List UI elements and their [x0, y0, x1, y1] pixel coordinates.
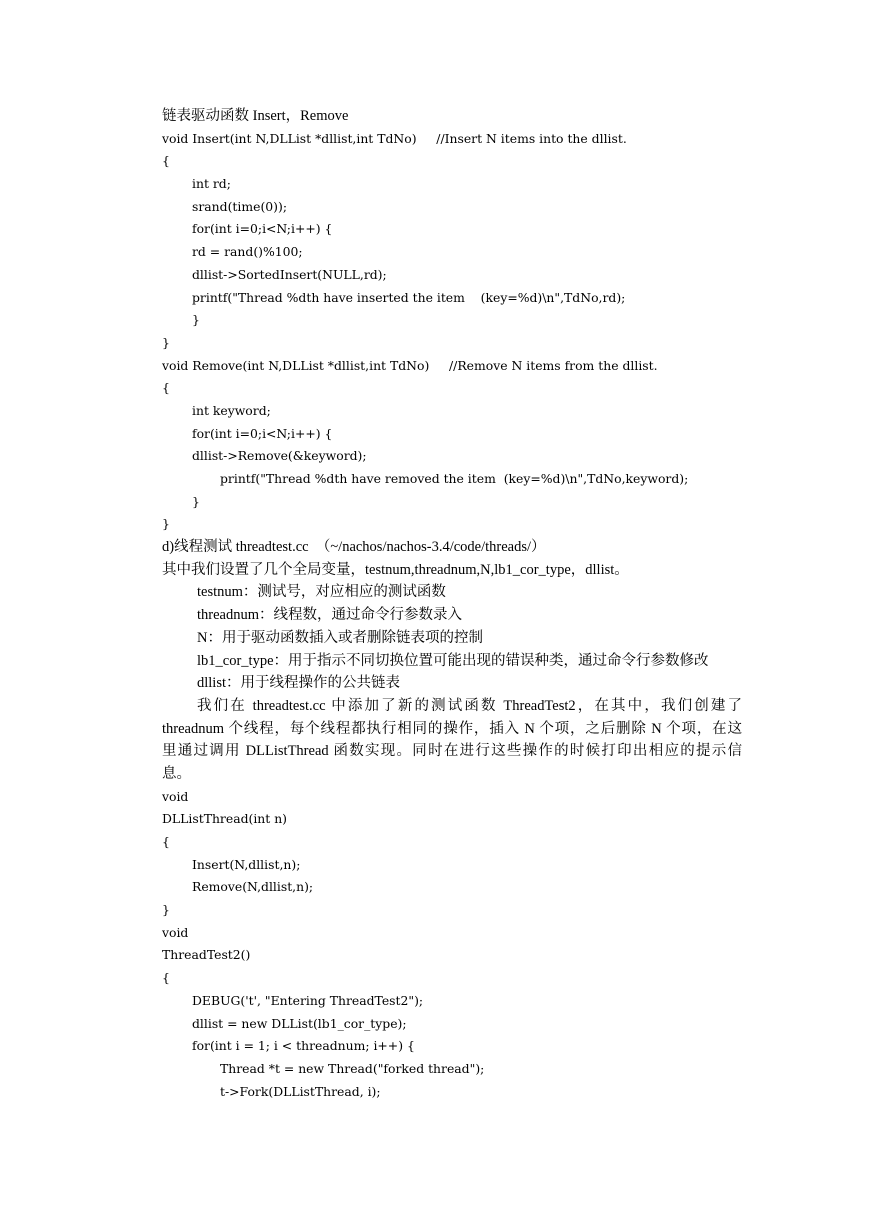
code-text: printf("Thread %dth have removed the item (key=%d)\n",TdNo,keyword); — [220, 471, 689, 486]
code-comment: //Remove N items from the dllist. — [449, 357, 658, 373]
paragraph-text: 我们在 threadtest.cc 中添加了新的测试函数 ThreadTest2，在其中，我们创建了 — [197, 697, 742, 714]
code-text: void Remove(int N,DLList *dllist,int TdNo) — [162, 357, 430, 373]
code-line — [162, 241, 742, 264]
code-line — [162, 309, 742, 332]
code-line — [162, 287, 742, 310]
code-text: void — [162, 788, 189, 804]
code-text: for(int i=0;i<N;i++) { — [192, 425, 333, 441]
code-text: dllist = new DLList(lb1_cor_type); — [192, 1015, 407, 1031]
code-comment: //Insert N items into the dllist. — [436, 130, 627, 146]
code-text: for(int i=0;i<N;i++) { — [192, 221, 333, 237]
text-line — [162, 672, 742, 695]
code-text: void Insert(int N,DLList *dllist,int TdNo) — [162, 130, 417, 146]
code-text: int rd; — [192, 176, 231, 192]
code-line — [162, 423, 742, 446]
document-body — [162, 105, 742, 1103]
paragraph-text: 息。 — [162, 765, 191, 782]
code-text: DLListThread(int n) — [162, 811, 288, 827]
paragraph-text: testnum：测试号，对应相应的测试函数 — [197, 584, 446, 601]
text-line — [162, 740, 742, 763]
code-line — [162, 468, 742, 491]
code-text: } — [162, 334, 170, 350]
code-text: } — [192, 312, 200, 328]
text-line — [162, 650, 742, 673]
text-line — [162, 627, 742, 650]
paragraph-text: d)线程测试 threadtest.cc （~/nachos/nachos-3.4/code/threads/） — [162, 539, 546, 556]
code-text: t->Fork(DLListThread, i); — [220, 1083, 381, 1099]
code-text: Remove(N,dllist,n); — [192, 879, 314, 895]
code-line — [162, 150, 742, 173]
code-line — [162, 400, 742, 423]
code-line — [162, 1058, 742, 1081]
code-text: printf("Thread %dth have inserted the item (key=%d)\n",TdNo,rd); — [192, 289, 626, 305]
code-line — [162, 128, 742, 151]
code-text: Thread *t = new Thread("forked thread"); — [220, 1060, 485, 1076]
code-text: } — [162, 902, 170, 918]
code-line — [162, 876, 742, 899]
code-text: rd = rand()%100; — [192, 244, 303, 260]
code-line — [162, 922, 742, 945]
paragraph-text: threadnum：线程数，通过命令行参数录入 — [197, 607, 463, 624]
code-text: { — [162, 153, 170, 169]
text-line — [162, 536, 742, 559]
code-text: dllist->Remove(&keyword); — [192, 448, 367, 464]
code-line — [162, 218, 742, 241]
code-text: } — [192, 493, 200, 509]
code-line — [162, 899, 742, 922]
code-text: { — [162, 970, 170, 986]
code-text: ThreadTest2() — [162, 947, 251, 963]
text-line — [162, 581, 742, 604]
paragraph-text: lb1_cor_type：用于指示不同切换位置可能出现的错误种类，通过命令行参数修改 — [197, 652, 709, 669]
comment-gap — [417, 131, 437, 146]
code-text: { — [162, 380, 170, 396]
text-line — [162, 763, 742, 786]
code-line — [162, 944, 742, 967]
code-line — [162, 831, 742, 854]
code-line — [162, 967, 742, 990]
code-line — [162, 332, 742, 355]
code-line — [162, 491, 742, 514]
paragraph-text: 链表驱动函数 Insert，Remove — [162, 108, 349, 124]
code-line — [162, 1035, 742, 1058]
code-text: srand(time(0)); — [192, 198, 287, 214]
code-line — [162, 1013, 742, 1036]
text-line — [162, 718, 742, 741]
code-line — [162, 513, 742, 536]
paragraph-text: N：用于驱动函数插入或者删除链表项的控制 — [197, 629, 483, 646]
code-line — [162, 1081, 742, 1104]
code-line — [162, 377, 742, 400]
comment-gap — [429, 358, 449, 373]
text-line — [162, 695, 742, 718]
code-line — [162, 173, 742, 196]
code-line — [162, 355, 742, 378]
code-text: dllist->SortedInsert(NULL,rd); — [192, 266, 387, 282]
paragraph-text: 其中我们设置了几个全局变量，testnum,threadnum,N,lb1_cor_type，dllist。 — [162, 561, 629, 578]
paragraph-text: 里通过调用 DLListThread 函数实现。同时在进行这些操作的时候打印出相应的提示信 — [162, 743, 742, 760]
code-line — [162, 990, 742, 1013]
text-line — [162, 105, 742, 128]
code-line — [162, 264, 742, 287]
code-text: Insert(N,dllist,n); — [192, 856, 301, 872]
code-line — [162, 786, 742, 809]
code-line — [162, 808, 742, 831]
paragraph-text: dllist：用于线程操作的公共链表 — [197, 675, 401, 692]
code-line — [162, 196, 742, 219]
code-text: { — [162, 834, 170, 849]
code-text: int keyword; — [192, 402, 271, 418]
code-text: for(int i = 1; i < threadnum; i++) { — [192, 1038, 415, 1054]
paragraph-text: threadnum 个线程，每个线程都执行相同的操作，插入 N 个项，之后删除 N 个项，在这 — [162, 720, 742, 737]
text-line — [162, 559, 742, 582]
text-line — [162, 604, 742, 627]
code-text: void — [162, 924, 189, 940]
code-text: } — [162, 516, 170, 532]
code-line — [162, 445, 742, 468]
code-line — [162, 854, 742, 877]
code-text: DEBUG('t', "Entering ThreadTest2"); — [192, 992, 424, 1008]
